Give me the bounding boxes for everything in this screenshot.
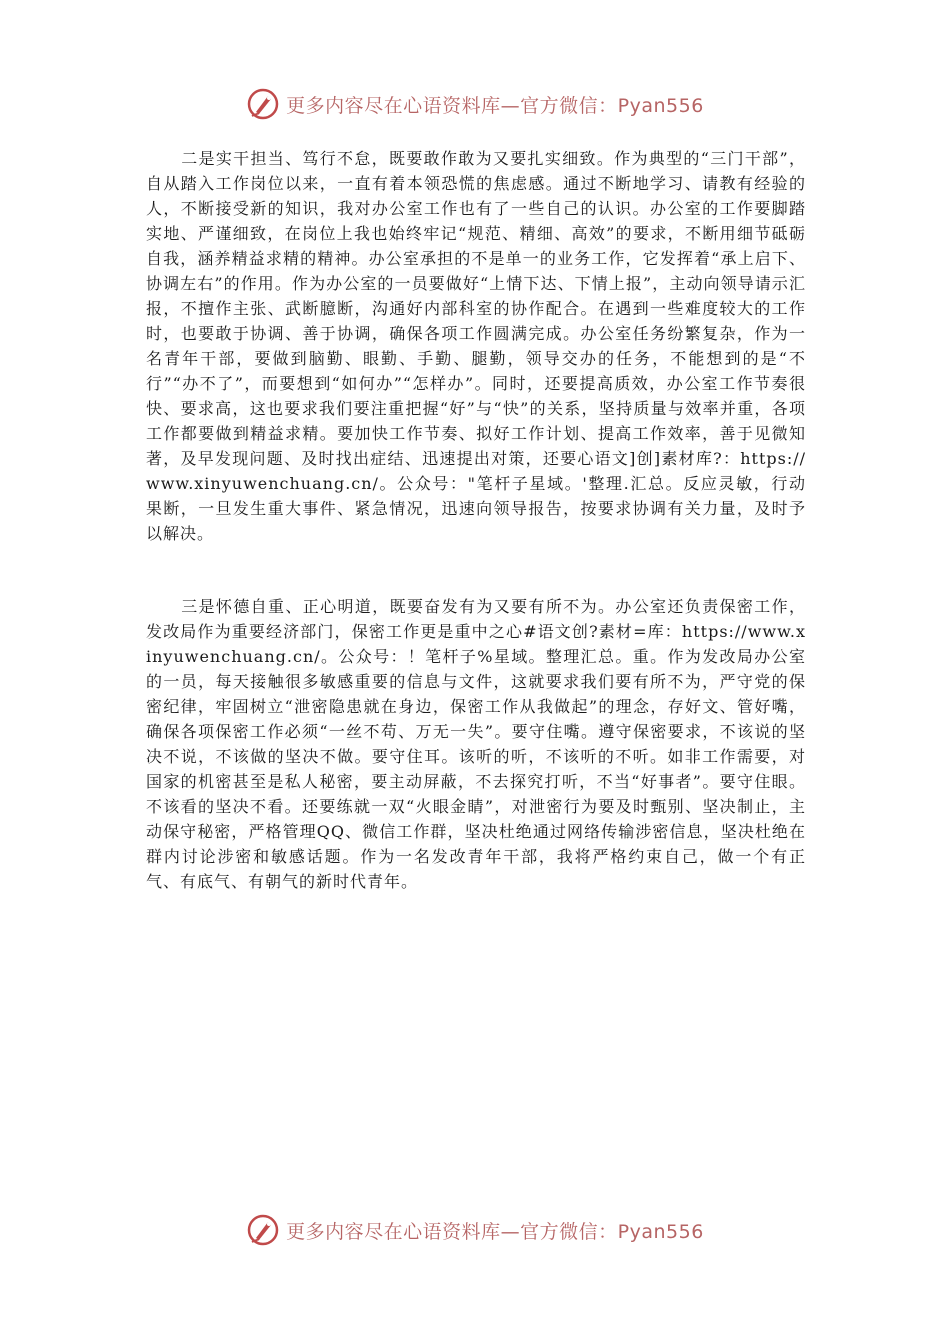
watermark-text: 更多内容尽在心语资料库—官方微信：Pyan556 — [286, 1220, 704, 1243]
paragraph-2: 三是怀德自重、正心明道，既要奋发有为又要有所不为。办公室还负责保密工作，发改局作为重要经济部门，保密工作更是重中之心#语文创?素材=库：https://www.xinyuwenchuang.cn/。公众号：！笔杆子%星域。整理汇总。重。作为发改局办公室的一员，每天接触很多敏感重要的信息与文件，这就要求我们要有所不为，严守党的保密纪律，牢固树立“泄密隐患就在身边，保密工作从我做起”的理念，存好文、管好嘴，确保各项保密工作必须“一丝不苟、万无一失”。要守住嘴。遵守保密要求，不该说的坚决不说，不该做的坚决不做。要守住耳。该听的听，不该听的不听。如非工作需要，对国家的机密甚至是私人秘密，要主动屏蔽，不去探究打听，不当“好事者”。要守住眼。不该看的坚决不看。还要练就一双“火眼金睛”，对泄密行为要及时甄别、坚决制止，主动保守秘密，严格管理QQ、微信工作群，坚决杜绝通过网络传输涉密信息，坚决杜绝在群内讨论涉密和敏感话题。作为一名发改青年干部，我将严格约束自己，做一个有正气、有底气、有朝气的新时代青年。 — [146, 597, 806, 891]
footer-watermark — [0, 1210, 950, 1250]
header-watermark — [0, 84, 950, 124]
watermark-text: 更多内容尽在心语资料库—官方微信：Pyan556 — [286, 94, 704, 117]
pen-nib-circle-logo-icon — [246, 1213, 280, 1247]
paragraph-1: 二是实干担当、笃行不怠，既要敢作敢为又要扎实细致。作为典型的“三门干部”，自从踏入工作岗位以来，一直有着本领恐慌的焦虑感。通过不断地学习、请教有经验的人，不断接受新的知识，我对办公室工作也有了一些自己的认识。办公室的工作要脚踏实地、严谨细致，在岗位上我也始终牢记“规范、精细、高效”的要求，不断用细节砥砺自我，涵养精益求精的精神。办公室承担的不是单一的业务工作，它发挥着“承上启下、协调左右”的作用。作为办公室的一员要做好“上情下达、下情上报”，主动向领导请示汇报，不擅作主张、武断臆断，沟通好内部科室的协作配合。在遇到一些难度较大的工作时，也要敢于协调、善于协调，确保各项工作圆满完成。办公室任务纷繁复杂，作为一名青年干部，要做到脑勤、眼勤、手勤、腿勤，领导交办的任务，不能想到的是“不行”“办不了”，而要想到“如何办”“怎样办”。同时，还要提高质效，办公室工作节奏很快、要求高，这也要求我们要注重把握“好”与“快”的关系，坚持质量与效率并重，各项工作都要做到精益求精。要加快工作节奏、拟好工作计划、提高工作效率，善于见微知著，及早发现问题、及时找出症结、迅速提出对策，还要心语文]创]素材库?：https://www.xinyuwenchuang.cn/。公众号："笔杆子星域。'整理.汇总。反应灵敏，行动果断，一旦发生重大事件、紧急情况，迅速向领导报告，按要求协调有关力量，及时予以解决。 — [146, 149, 806, 543]
pen-nib-circle-logo-icon — [246, 87, 280, 121]
document-body — [146, 146, 806, 894]
